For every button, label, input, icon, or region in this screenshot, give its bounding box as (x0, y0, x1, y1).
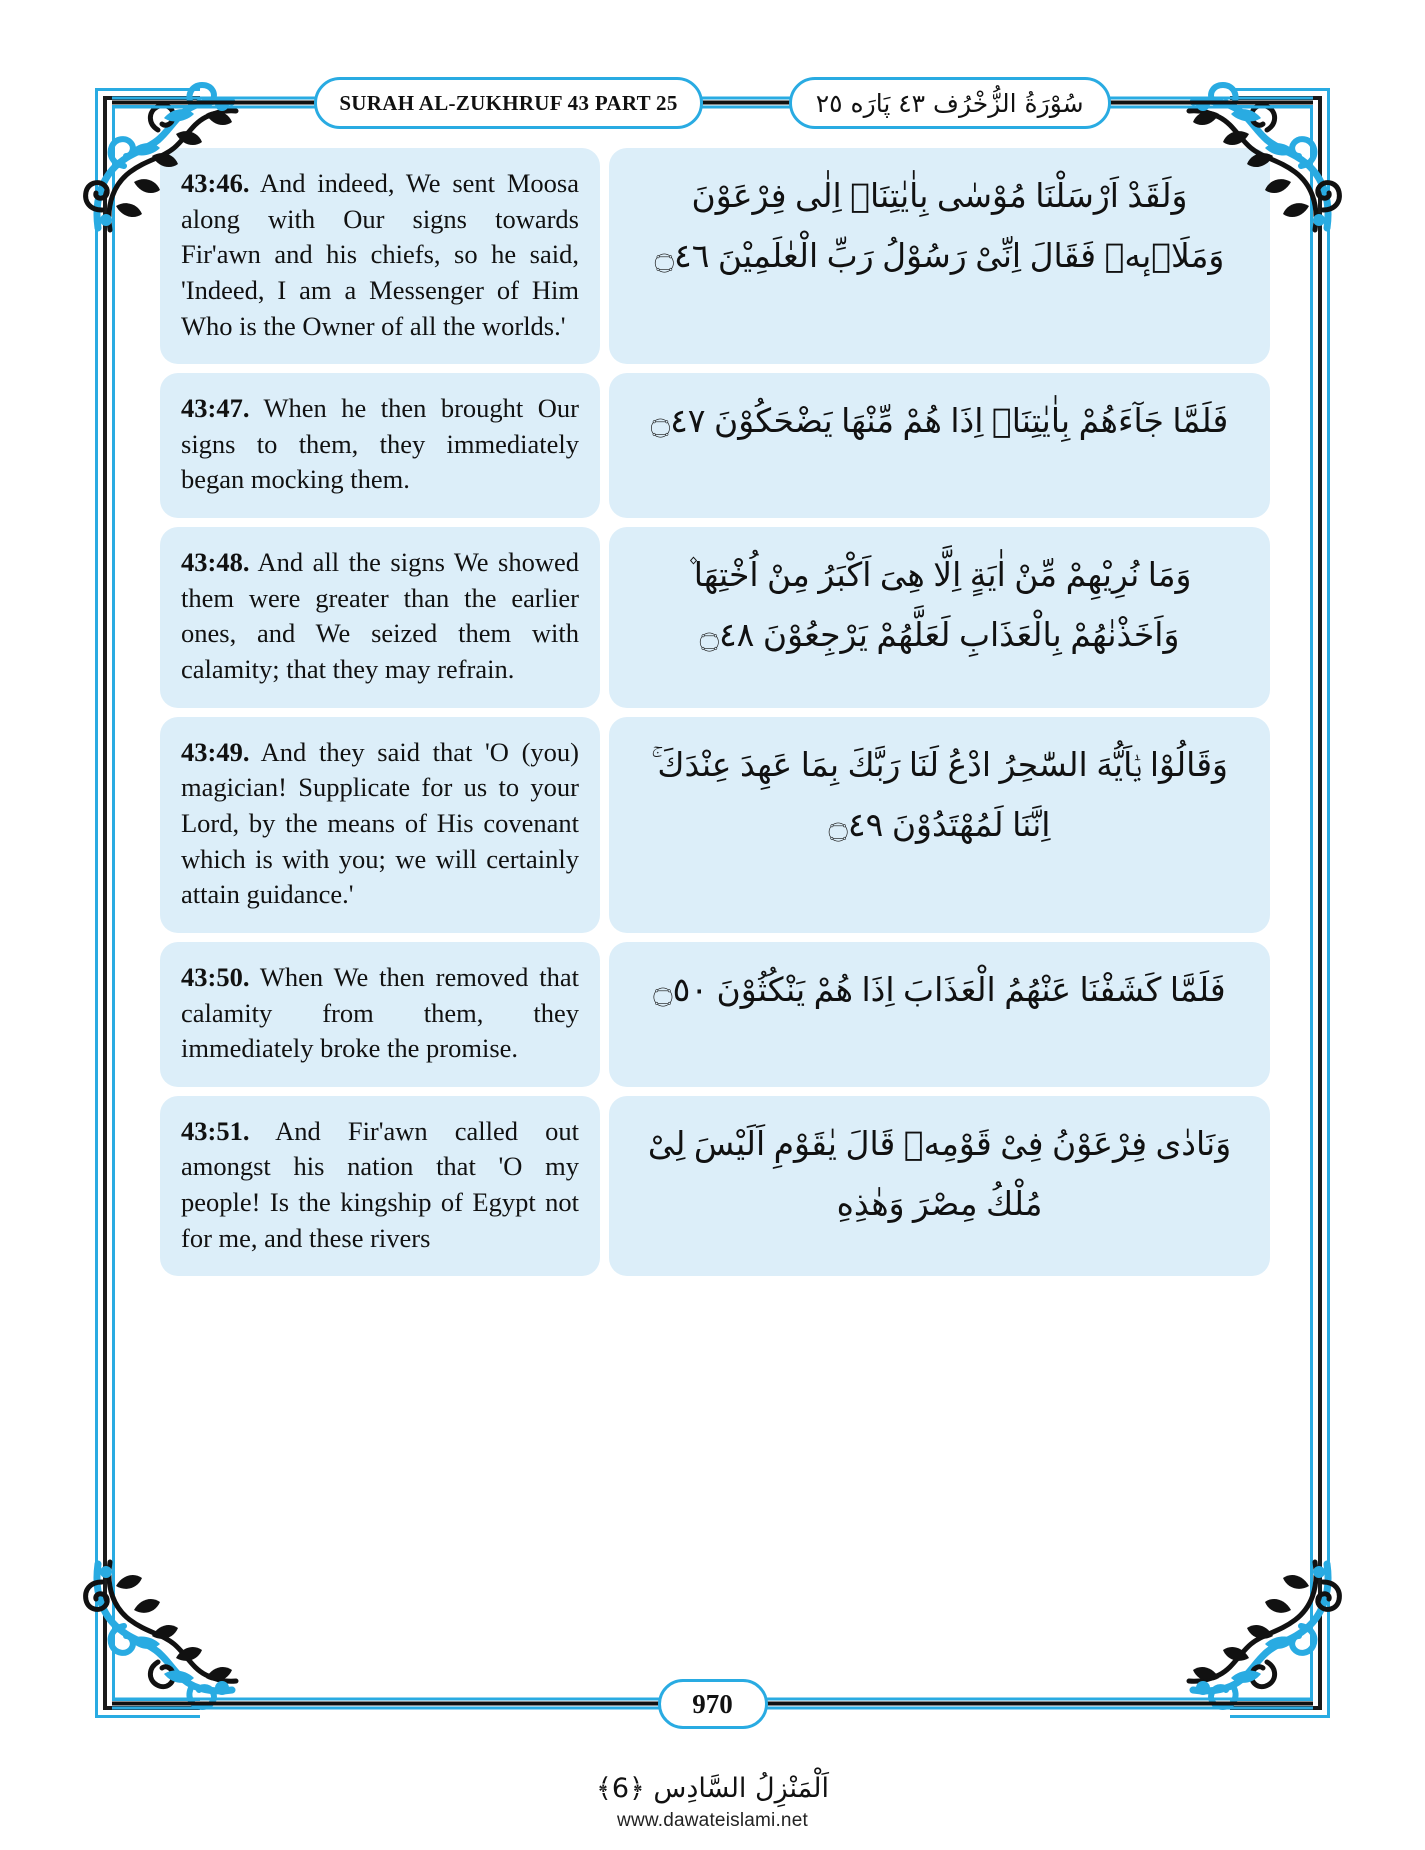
verse-translation-block (160, 1096, 600, 1277)
verse-translation-block (160, 527, 600, 708)
verse-row (160, 527, 1270, 708)
verse-translation-block (160, 942, 600, 1087)
verse-reference: 43:51. (181, 1115, 250, 1146)
manzil-label: اَلْمَنْزِلُ السَّادِس ﴿6﴾ (595, 1773, 830, 1805)
verse-translation-body: And indeed, We sent Moosa along with Our signs towards Fir'awn and his chiefs, so he said, 'Indeed, I am a Messenger of Him Who is the Owner of all the worlds.' (181, 168, 579, 341)
page-header (112, 72, 1313, 134)
verse-arabic-block (609, 1096, 1270, 1277)
surah-title-english-banner (314, 77, 702, 129)
verse-arabic-block (609, 717, 1270, 933)
verse-arabic-block (609, 527, 1270, 708)
verse-translation-body: And all the signs We showed them were greater than the earlier ones, and We seized them with calamity; that they may refrain. (181, 547, 580, 685)
verse-arabic-text: وَمَا نُرِيْهِمْ مِّنْ اٰيَةٍ اِلَّا هِیَ اَكْبَرُ مِنْ اُخْتِهَا ۫ وَاَخَذْنٰهُمْ بِالْعَذَابِ لَعَلَّهُمْ يَرْجِعُوْنَ ۝٤٨ (687, 555, 1192, 655)
verse-list (160, 148, 1270, 1285)
verse-translation-body: When he then brought Our signs to them, they immediately began mocking them. (181, 393, 579, 495)
website-url[interactable]: www.dawateislami.net (617, 1810, 808, 1831)
verse-translation-block (160, 373, 600, 518)
verse-arabic-text: وَلَقَدْ اَرْسَلْنَا مُوْسٰى بِاٰيٰتِنَاۤ اِلٰى فِرْعَوْنَ وَمَلَا۠ىٕهٖ فَقَالَ اِنِّیْ رَسُوْلُ رَبِّ الْعٰلَمِیْنَ ۝٤٦ (654, 176, 1225, 276)
verse-translation-text (181, 960, 579, 1067)
verse-row (160, 942, 1270, 1087)
verse-row (160, 717, 1270, 933)
page-number: 970 (692, 1688, 733, 1719)
verse-reference: 43:46. (181, 168, 250, 198)
verse-arabic-block (609, 942, 1270, 1087)
verse-arabic-block (609, 373, 1270, 518)
verse-arabic-block (609, 148, 1270, 364)
verse-translation-body: And Fir'awn called out amongst his nation that 'O my people! Is the kingship of Egypt not for me, and these rivers (181, 1115, 579, 1253)
verse-row (160, 373, 1270, 518)
verse-arabic-text: فَلَمَّا كَشَفْنَا عَنْهُمُ الْعَذَابَ اِذَا هُمْ يَنْكُثُوْنَ ۝٥٠ (653, 969, 1226, 1009)
verse-reference: 43:50. (181, 961, 250, 992)
verse-translation-body: When We then removed that calamity from them, they immediately broke the promise. (181, 961, 579, 1064)
page-footer (112, 1676, 1313, 1732)
surah-title-english: SURAH AL-ZUKHRUF 43 PART 25 (339, 90, 678, 115)
verse-translation-text (181, 391, 579, 498)
surah-title-arabic: سُوْرَةُ الزُّخْرُف ٤٣ پَارَه ٢٥ (815, 88, 1084, 118)
verse-translation-text (181, 1114, 579, 1257)
verse-reference: 43:49. (181, 736, 250, 767)
page-number-banner (658, 1679, 768, 1729)
header-rule (112, 97, 1313, 110)
verse-arabic-text: وَقَالُوْا يٰۤاَيُّهَ السّٰحِرُ ادْعُ لَنَا رَبَّكَ بِمَا عَهِدَ عِنْدَكَ ۚ اِنَّنَا لَمُهْتَدُوْنَ ۝٤٩ (651, 744, 1228, 844)
footer-meta (0, 1772, 1425, 1832)
verse-translation-body: And they said that 'O (you) magician! Supplicate for us to your Lord, by the means of His covenant which is with you; we will certainly attain guidance.' (181, 736, 580, 910)
verse-row (160, 148, 1270, 364)
verse-row (160, 1096, 1270, 1277)
verse-reference: 43:47. (181, 393, 250, 424)
verse-arabic-text: وَنَادٰى فِرْعَوْنُ فِیْ قَوْمِهٖ قَالَ يٰقَوْمِ اَلَيْسَ لِیْ مُلْكُ مِصْرَ وَهٰذِهِ (647, 1123, 1232, 1223)
verse-translation-block (160, 717, 600, 933)
verse-translation-text (181, 545, 579, 688)
verse-reference: 43:48. (181, 547, 250, 578)
surah-title-arabic-banner (789, 77, 1111, 129)
verse-arabic-text: فَلَمَّا جَآءَهُمْ بِاٰيٰتِنَاۤ اِذَا هُمْ مِّنْهَا يَضْحَكُوْنَ ۝٤٧ (650, 401, 1229, 441)
verse-translation-text (181, 735, 579, 913)
